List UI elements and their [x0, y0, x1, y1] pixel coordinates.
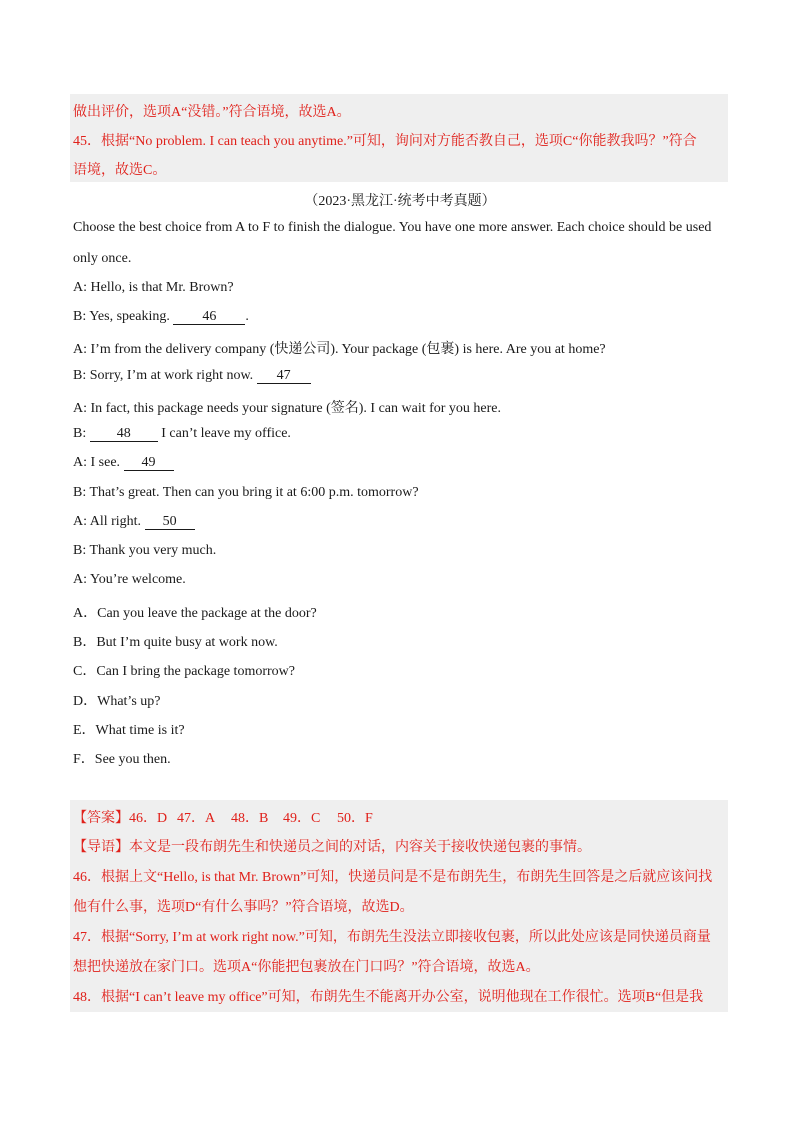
dialogue-line [73, 455, 174, 471]
answer-block [70, 800, 728, 1012]
instructions-line-1: Choose the best choice from A to F to finish the dialogue. You have one more answer. Each choice should be used [73, 220, 712, 235]
option-f: F．See you then. [73, 752, 171, 767]
source-heading: （2023·黑龙江·统考中考真题） [304, 194, 496, 209]
blank-46: 46 [173, 309, 245, 325]
explanation-46: 46．根据上文“Hello, is that Mr. Brown”可知，快递员问是不是布朗先生，布朗先生回答是之后就应该问找 [73, 870, 713, 885]
instructions-line-2: only once. [73, 251, 132, 266]
blank-50: 50 [145, 514, 195, 530]
option-a: A．Can you leave the package at the door? [73, 606, 317, 621]
dialogue-line: B: That’s great. Then can you bring it at 6:00 p.m. tomorrow? [73, 485, 419, 500]
dialogue-line: A: I’m from the delivery company (快递公司). Your package (包裹) is here. Are you at home? [73, 342, 606, 357]
dialogue-line: B: Thank you very much. [73, 543, 217, 558]
answer-48: 48．B [231, 811, 269, 826]
dialogue-line [73, 514, 195, 530]
explanation-line: 做出评价，选项A“没错。”符合语境，故选A。 [73, 105, 351, 120]
option-b: B．But I’m quite busy at work now. [73, 635, 278, 650]
dialogue-text: I can’t leave my office. [157, 426, 291, 441]
dialogue-line [73, 426, 291, 442]
option-d: D．What’s up? [73, 694, 161, 709]
dialogue-line: A: Hello, is that Mr. Brown? [73, 280, 234, 295]
dialogue-text: B: Sorry, I’m at work right now. [73, 368, 257, 383]
explanation-46-cont: 他有什么事，选项D“有什么事吗？”符合语境，故选D。 [73, 900, 414, 915]
dialogue-text: A: I see. [73, 455, 124, 470]
explanation-47: 47．根据“Sorry, I’m at work right now.”可知，布朗先生没法立即接收包裹，所以此处应该是同快递员商量 [73, 930, 711, 945]
answer-49: 49．C [283, 811, 321, 826]
blank-49: 49 [124, 455, 174, 471]
answer-50: 50．F [337, 811, 373, 826]
dialogue-text: . [245, 309, 249, 324]
explanation-48: 48．根据“I can’t leave my office”可知，布朗先生不能离开办公室，说明他现在工作很忙。选项B“但是我 [73, 990, 704, 1005]
blank-47: 47 [257, 368, 311, 384]
explanation-45: 45．根据“No problem. I can teach you anytime.”可知，询问对方能否教自己，选项C“你能教我吗？”符合 [73, 134, 697, 149]
dialogue-text: B: [73, 426, 90, 441]
dialogue-line: A: You’re welcome. [73, 572, 186, 587]
blank-48: 48 [90, 426, 158, 442]
answer-label: 【答案】 [73, 811, 129, 826]
answer-46: 46．D [129, 811, 168, 826]
dialogue-line: A: In fact, this package needs your signature (签名). I can wait for you here. [73, 401, 502, 416]
dialogue-text: A: All right. [73, 514, 145, 529]
explanation-line: 语境，故选C。 [73, 163, 167, 178]
option-c: C．Can I bring the package tomorrow? [73, 664, 295, 679]
explanation-47-cont: 想把快递放在家门口。选项A“你能把包裹放在门口吗？”符合语境，故选A。 [73, 960, 540, 975]
previous-explanation-block [70, 94, 728, 182]
answer-47: 47．A [177, 811, 216, 826]
answer-line [73, 807, 373, 827]
guide-line: 【导语】本文是一段布朗先生和快递员之间的对话，内容关于接收快递包裹的事情。 [73, 840, 591, 855]
dialogue-line [73, 368, 311, 384]
option-e: E．What time is it? [73, 723, 185, 738]
dialogue-line [73, 309, 249, 325]
dialogue-text: B: Yes, speaking. [73, 309, 174, 324]
